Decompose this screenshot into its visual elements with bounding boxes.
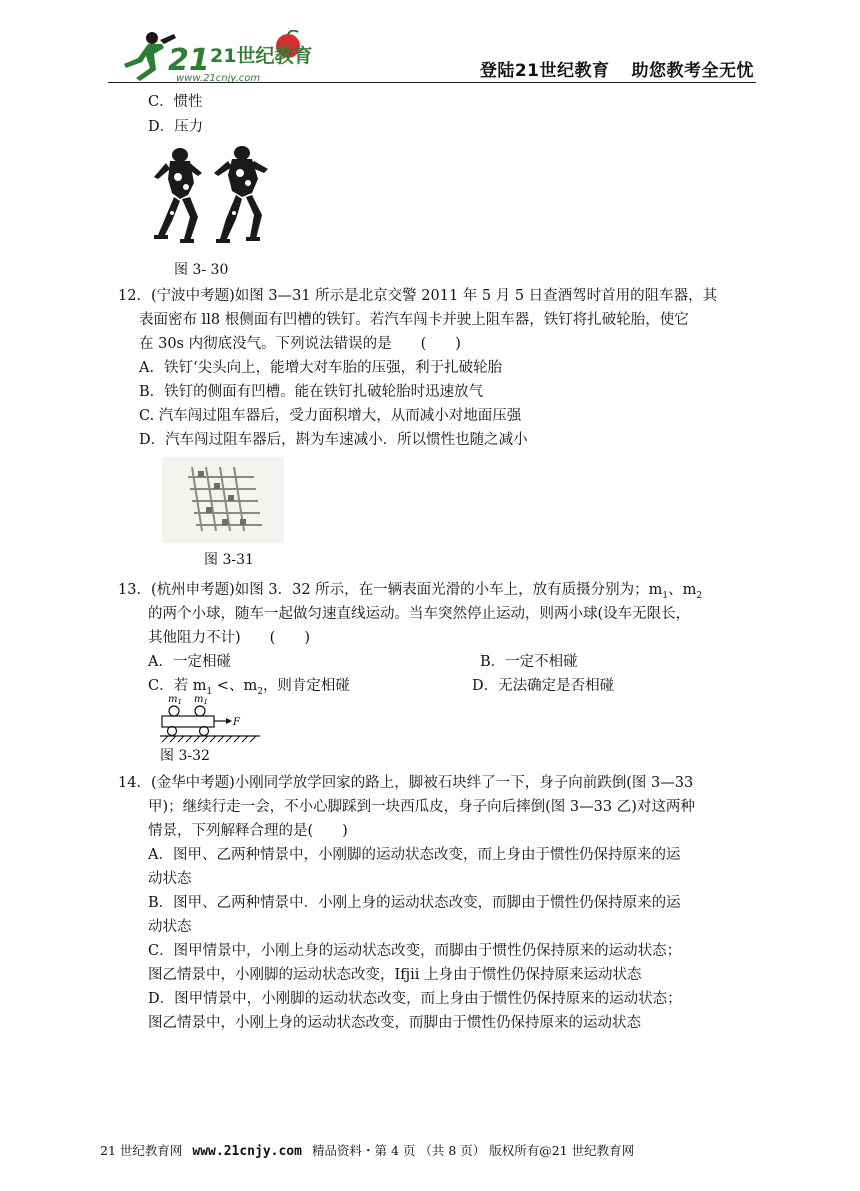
q14-option-d-line1: D．图甲情景中，小刚脚的运动状态改变，而上身由于惯性仍保持原来的运动状态；	[148, 991, 682, 1007]
figure-3-31-caption: 图 3-31	[204, 552, 254, 568]
header-divider	[108, 82, 756, 83]
q11-option-d: D．压力	[148, 119, 204, 135]
footer-page-info: 精品资料・第 4 页 （共 8 页） 版权所有@21 世纪教育网	[311, 1143, 635, 1158]
q11-option-c: C．惯性	[148, 94, 203, 110]
fig-label-f: F	[233, 717, 240, 728]
logo-url: www.21cnjy.com	[176, 73, 261, 82]
q13-stem-line2: 的两个小球，随车一起做匀速直线运动。当车突然停止运动，则两小球(设车无限长，	[148, 606, 691, 622]
q13-option-b: B．一定不相碰	[480, 654, 578, 670]
figure-3-32-cart	[160, 693, 260, 743]
q14-stem-line1: 14．(金华中考题)小刚同学放学回家的路上，脚被石块绊了一下，身子向前跌倒(图 3—33	[118, 775, 694, 791]
q13-stem-line3: 其他阻力不计) ( )	[148, 630, 310, 646]
q14-stem-line2: 甲)；继续行走一会，不小心脚踩到一块西瓜皮，身子向后摔倒(图 3—33 乙)对这两种	[148, 799, 695, 815]
q14-option-d-line2: 图乙情景中，小刚上身的运动状态改变，而脚由于惯性仍保持原来的运动状态	[148, 1015, 641, 1031]
q12-stem-line1: 12．(宁波中考题)如图 3—31 所示是北京交警 2011 年 5 月 5 日查酒驾时首用的阻车器，其	[118, 288, 718, 304]
figure-3-30-skaters	[150, 143, 276, 251]
q12-option-c: C. 汽车闯过阻车器后，受力面积增大，从而减小对地面压强	[139, 408, 522, 424]
site-logo[interactable]	[112, 30, 312, 82]
q12-option-a: A．铁钉‘尖头向上，能增大对车胎的压强，利于扎破轮胎	[139, 360, 503, 376]
figure-3-30-caption: 图 3- 30	[174, 262, 229, 278]
q14-option-b-line2: 动状态	[148, 919, 192, 935]
ball-m1	[169, 706, 179, 716]
header-slogan	[458, 56, 754, 81]
figure-3-32-caption: 图 3-32	[160, 748, 210, 764]
q12-stem-line2: 表面密布 ll8 根侧面有凹槽的铁钉。若汽车闯卡并驶上阻车器，铁钉将扎破轮胎，使它	[139, 312, 689, 328]
q13-stem-line1: 13．(杭州申考题)如图 3．32 所示，在一辆表面光滑的小车上，放有质摄分别为；$m_1$、$m_2$	[118, 582, 703, 601]
q14-option-c-line2: 图乙情景中，小刚脚的运动状态改变，Ifjii 上身由于惯性仍保持原来运动状态	[148, 967, 642, 983]
q14-option-b-line1: B．图甲、乙两种情景中．小刚上身的运动状态改变，而脚由于惯性仍保持原来的运	[148, 895, 681, 911]
cart-body	[162, 716, 214, 727]
page-footer	[100, 1141, 634, 1159]
q12-option-b: B．铁钉的侧面有凹槽。能在铁钉扎破轮胎时迅速放气	[139, 384, 484, 400]
slogan-help: 助您教考全无忧	[631, 61, 754, 81]
q14-option-c-line1: C．图甲情景中，小刚上身的运动状态改变，而脚由于惯性仍保持原来的运动状态；	[148, 943, 682, 959]
fig-label-m1: $m_1$	[168, 694, 182, 706]
q12-option-d: D．汽车闯过阻车器后，斟为车速减小．所以惯性也随之减小	[139, 432, 528, 448]
q13-option-a: A．一定相碰	[148, 654, 231, 670]
cart-wheel-left	[168, 727, 177, 736]
logo-21: 21	[168, 43, 210, 78]
q14-stem-line3: 情景，下列解释合理的是( )	[148, 823, 348, 839]
cart-wheel-right	[200, 727, 209, 736]
figure-3-31-barrier	[162, 457, 284, 543]
slogan-login: 登陆21世纪教育	[479, 61, 610, 81]
q14-option-a-line2: 动状态	[148, 871, 192, 887]
fig-label-m2: $m_1$	[194, 694, 208, 706]
q13-option-d: D．无法确定是否相碰	[472, 678, 615, 694]
q14-option-a-line1: A．图甲、乙两种情景中，小刚脚的运动状态改变，而上身由于惯性仍保持原来的运	[148, 847, 681, 863]
q13-option-c: C．若 $m_1$ <、$m_2$，则肯定相碰	[148, 678, 350, 697]
footer-site-link[interactable]: www.21cnjy.com	[192, 1144, 302, 1159]
logo-text: 21世纪教育	[210, 45, 312, 67]
ball-m2	[195, 706, 205, 716]
q12-stem-line3: 在 30s 内彻底没气。下列说法错误的是 ( )	[139, 336, 461, 352]
footer-site-name: 21 世纪教育网	[100, 1143, 183, 1158]
